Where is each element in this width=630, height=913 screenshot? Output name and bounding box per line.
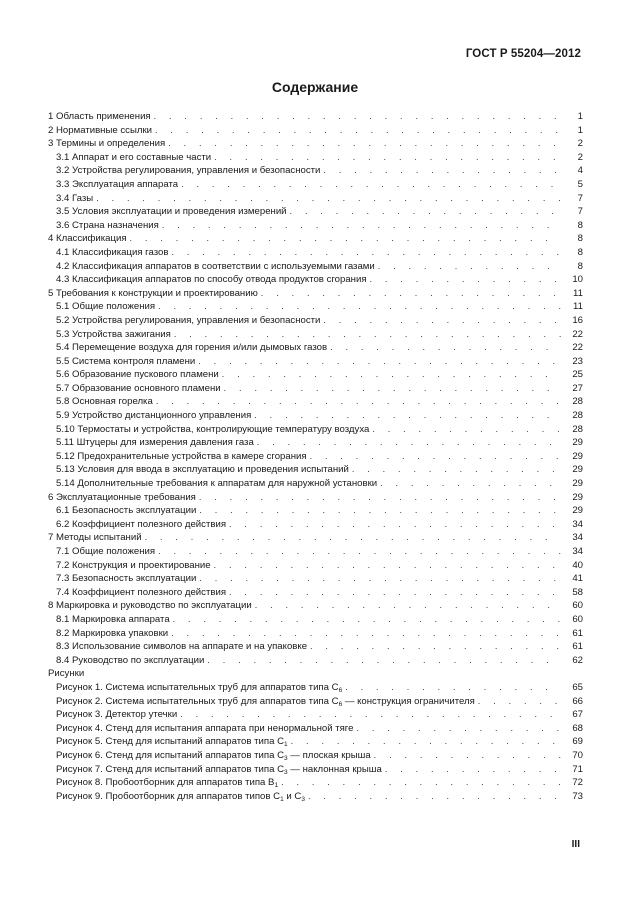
toc-leader-dots [257,436,561,450]
toc-entry-page: 8 [577,219,583,231]
toc-entry-title: 6.2 Коэффициент полезного действия [56,518,227,530]
toc-entry-page: 60 [572,613,583,625]
toc-entry-title: 7.2 Конструкция и проектирование [56,559,211,571]
toc-leader-dots [261,287,561,301]
figure-type-subscript: 6 [338,700,343,708]
figures-heading [48,667,583,681]
toc-leader-dots [323,164,561,178]
toc-entry[interactable] [48,586,583,600]
figure-entry-title [56,695,478,709]
toc-entry[interactable] [48,178,583,192]
toc-leader-dots [291,735,561,749]
toc-entry-page: 7 [577,206,583,218]
toc-entry-title: 5.5 Система контроля пламени [56,355,196,367]
toc-leader-dots [310,450,561,464]
figure-caption: Рисунок 1. Система испытательных труб для аппаратов типа C [56,681,339,693]
figure-type-subscript: 1 [280,795,284,803]
toc-leader-dots [378,260,561,274]
toc-entry-page: 61 [572,641,583,653]
toc-entry-title: 6.1 Безопасность эксплуатации [56,505,197,517]
toc-entry[interactable] [48,368,583,382]
toc-entry-title: 4.3 Классификация аппаратов по способу отвода продуктов сгорания [56,274,367,286]
figure-entry-title [56,790,308,804]
toc-leader-dots [229,586,561,600]
toc-entry[interactable] [48,232,583,246]
toc-entry[interactable] [48,491,583,505]
toc-entry[interactable] [48,300,583,314]
figure-caption-tail: — плоская крыша [287,749,371,761]
figure-caption: Рисунок 2. Система испытательных труб для аппаратов типа C [56,695,339,707]
toc-entry[interactable] [48,246,583,260]
toc-entry[interactable] [48,518,583,532]
toc-entry-page: 29 [572,450,583,462]
toc-leader-dots [199,504,561,518]
toc-leader-dots [214,151,561,165]
figure-entry-title [56,722,356,736]
toc-entry[interactable] [48,654,583,668]
toc-entry-title: 3.1 Аппарат и его составные части [56,151,212,163]
page-number: III [571,839,580,850]
toc-leader-dots [372,423,561,437]
toc-entry[interactable] [48,436,583,450]
toc-leader-dots [155,124,561,138]
toc-entry[interactable] [48,328,583,342]
toc-entry-page: 34 [572,532,583,544]
toc-leader-dots [174,328,561,342]
figure-entry-page: 66 [572,695,583,707]
figure-entry-page: 69 [572,736,583,748]
figure-entry[interactable] [48,776,583,790]
toc-entry[interactable] [48,151,583,165]
figure-entry-title [56,776,281,790]
toc-entry[interactable] [48,124,583,138]
toc-entry-title: 5.3 Устройства зажигания [56,328,171,340]
toc-entry-title: 5.6 Образование пускового пламени [56,369,219,381]
toc-entry-title: 5.7 Образование основного пламени [56,382,221,394]
toc-entry-title: 3.3 Эксплуатация аппарата [56,178,179,190]
toc-leader-dots [207,654,561,668]
figure-entry-page: 65 [572,681,583,693]
toc-entry-title: 5.8 Основная горелка [56,396,153,408]
toc-entry-title: 8.3 Использование символов на аппарате и на упаковке [56,641,308,653]
figure-entry-title [56,763,385,777]
toc-entry-page: 16 [572,314,583,326]
toc-entry-page: 5 [577,178,583,190]
figure-entry-page: 71 [572,763,583,775]
toc-entry[interactable] [48,504,583,518]
toc-entry-title: 3.6 Страна назначения [56,219,159,231]
figure-entry-page: 67 [572,709,583,721]
toc-leader-dots [290,205,561,219]
toc-leader-dots [158,300,561,314]
toc-entry-title: 5.10 Термостаты и устройства, контролирующие температуру воздуха [56,423,370,435]
toc-entry-page: 28 [572,410,583,422]
figure-entry-page: 73 [572,790,583,802]
toc-entry-title: 8 Маркировка и руководство по эксплуатации [48,600,252,612]
toc-entry-title: 4 Классификация [48,233,127,245]
figure-type-subscript: 6 [338,686,343,694]
page-title: Содержание [271,79,359,95]
toc-leader-dots [323,314,561,328]
toc-entry-page: 22 [572,342,583,354]
figure-entry-page: 70 [572,749,583,761]
toc-entry-page: 8 [577,233,583,245]
figure-caption: Рисунок 3. Детектор утечки [56,709,178,721]
toc-entry-title: 5.9 Устройство дистанционного управления [56,410,252,422]
toc-entry-page: 58 [572,586,583,598]
toc-entry[interactable] [48,355,583,369]
toc-entry[interactable] [48,341,583,355]
toc-entry[interactable] [48,219,583,233]
toc-entry[interactable] [48,205,583,219]
figure-entry-title [56,708,180,722]
toc-entry-title: 7.4 Коэффициент полезного действия [56,586,227,598]
toc-entry-page: 29 [572,437,583,449]
toc-leader-dots [222,368,561,382]
toc-entry-page: 23 [572,355,583,367]
figure-type-subscript: 3 [284,768,288,776]
toc-entry[interactable] [48,110,583,124]
toc-entry[interactable] [48,314,583,328]
toc-leader-dots [255,599,561,613]
toc-entry[interactable] [48,463,583,477]
toc-entry[interactable] [48,640,583,654]
toc-entry[interactable] [48,409,583,423]
figures-heading-label: Рисунки [48,668,85,680]
toc-entry-page: 8 [577,260,583,272]
toc-entry-title: 3 Термины и определения [48,138,166,150]
toc-leader-dots [168,137,561,151]
toc-leader-dots [162,219,561,233]
figure-entry[interactable] [48,749,583,763]
table-of-contents [48,110,583,803]
toc-leader-dots [370,273,561,287]
toc-entry-title: 5.14 Дополнительные требования к аппаратам для наружной установки [56,478,378,490]
toc-leader-dots [281,776,561,790]
figure-entry-page: 68 [572,722,583,734]
toc-entry-page: 22 [572,328,583,340]
toc-leader-dots [96,192,561,206]
toc-leader-dots [171,246,561,260]
toc-leader-dots [198,355,561,369]
toc-entry-page: 7 [577,192,583,204]
toc-leader-dots [224,382,561,396]
toc-entry-page: 27 [572,382,583,394]
toc-entry[interactable] [48,477,583,491]
toc-leader-dots [156,395,561,409]
toc-entry-title: 4.1 Классификация газов [56,246,169,258]
toc-entry-title: 5.2 Устройства регулирования, управления и безопасности [56,314,321,326]
toc-entry-title: 5.1 Общие положения [56,301,156,313]
toc-leader-dots [310,640,561,654]
figure-caption: Рисунок 6. Стенд для испытаний аппаратов типа C [56,749,285,761]
toc-entry-page: 60 [572,600,583,612]
toc-leader-dots [308,790,561,804]
figure-type-subscript: 3 [301,795,305,803]
toc-leader-dots [380,477,561,491]
toc-entry-title: 4.2 Классификация аппаратов в соответствии с используемыми газами [56,260,375,272]
toc-entry-title: 3.2 Устройства регулирования, управления и безопасности [56,165,321,177]
figure-type-subscript: 1 [274,782,279,790]
toc-entry[interactable] [48,545,583,559]
toc-leader-dots [181,178,561,192]
toc-entry-title: 5.12 Предохранительные устройства в камере сгорания [56,450,307,462]
toc-leader-dots [254,409,561,423]
toc-entry-page: 62 [572,654,583,666]
toc-leader-dots [345,681,561,695]
toc-leader-dots [171,627,561,641]
toc-entry[interactable] [48,613,583,627]
figure-caption: Рисунок 5. Стенд для испытаний аппаратов типа C [56,736,285,748]
toc-entry[interactable] [48,382,583,396]
figure-caption-tail: — наклонная крыша [287,763,382,775]
toc-leader-dots [154,110,561,124]
toc-leader-dots [229,518,561,532]
toc-entry[interactable] [48,395,583,409]
toc-entry-page: 29 [572,505,583,517]
toc-entry[interactable] [48,192,583,206]
toc-entry[interactable] [48,137,583,151]
toc-entry-title: 6 Эксплуатационные требования [48,491,196,503]
toc-leader-dots [173,613,561,627]
toc-entry-page: 28 [572,396,583,408]
toc-entry-title: 8.1 Маркировка аппарата [56,613,170,625]
toc-entry-title: 5.13 Условия для ввода в эксплуатацию и проведения испытаний [56,464,349,476]
figure-entry[interactable] [48,681,583,695]
figure-entry-title [56,681,345,695]
toc-entry-title: 7.1 Общие положения [56,546,156,557]
toc-entry[interactable] [48,273,583,287]
toc-entry-title: 7 Методы испытаний [48,532,142,544]
figure-caption: Рисунок 8. Пробоотборник для аппаратов типа B [56,777,275,789]
toc-entry-page: 10 [572,274,583,286]
toc-entry[interactable] [48,260,583,274]
figure-entry-page: 72 [572,777,583,789]
toc-entry-page: 2 [577,138,583,150]
figure-type-subscript: 3 [284,754,288,762]
toc-entry-title: 7.3 Безопасность эксплуатации [56,573,197,585]
toc-entry[interactable] [48,450,583,464]
toc-leader-dots [352,463,561,477]
document-code: ГОСТ Р 55204—2012 [465,48,581,60]
toc-entry-page: 1 [577,124,583,136]
toc-entry[interactable] [48,531,583,545]
figure-entry[interactable] [48,695,583,709]
figure-entry-title [56,749,374,763]
toc-entry-page: 4 [577,165,583,177]
figure-type-subscript: 1 [284,741,288,749]
toc-entry-page: 25 [572,369,583,381]
toc-entry-title: 5.4 Перемещение воздуха для горения и/или дымовых газов [56,342,328,354]
toc-leader-dots [158,545,561,559]
toc-entry[interactable] [48,423,583,437]
toc-entry-title: 8.4 Руководство по эксплуатации [56,654,205,666]
toc-leader-dots [130,232,561,246]
figure-caption-tail: — конструкция ограничителя [342,695,475,707]
toc-entry-title: 3.4 Газы [56,192,94,204]
toc-entry[interactable] [48,287,583,301]
figure-caption: Рисунок 7. Стенд для испытаний аппаратов типа C [56,763,285,775]
figure-entry[interactable] [48,790,583,804]
toc-leader-dots [214,559,561,573]
toc-entry-page: 61 [572,627,583,639]
toc-leader-dots [180,708,561,722]
toc-leader-dots [385,763,561,777]
toc-leader-dots [478,695,561,709]
toc-entry-page: 1 [577,111,583,122]
toc-leader-dots [199,491,561,505]
toc-leader-dots [145,531,561,545]
toc-entry[interactable] [48,164,583,178]
toc-entry-title: 1 Область применения [48,111,151,122]
toc-leader-dots [374,749,561,763]
figure-entry[interactable] [48,722,583,736]
toc-entry-page: 29 [572,491,583,503]
toc-entry-page: 2 [577,151,583,163]
toc-leader-dots [356,722,561,736]
toc-entry-page: 41 [572,573,583,585]
toc-entry-page: 11 [573,287,583,299]
toc-entry-page: 29 [572,478,583,490]
toc-entry-title: 8.2 Маркировка упаковки [56,627,169,639]
toc-entry-page: 29 [572,464,583,476]
figure-caption-tail: и C [283,790,302,802]
toc-entry-title: 5.11 Штуцеры для измерения давления газа [56,437,254,449]
figure-entry[interactable] [48,708,583,722]
toc-entry-page: 40 [572,559,583,571]
toc-entry-page: 11 [573,301,583,313]
figure-entry[interactable] [48,763,583,777]
toc-entry-page: 34 [572,546,583,557]
toc-entry-title: 2 Нормативные ссылки [48,124,153,136]
figure-entry-title [56,735,291,749]
figure-caption: Рисунок 9. Пробоотборник для аппаратов типов C [56,790,281,802]
figure-caption: Рисунок 4. Стенд для испытания аппарата при ненормальной тяге [56,722,354,734]
toc-entry-title: 3.5 Условия эксплуатации и проведения измерений [56,206,287,218]
toc-entry-page: 8 [577,246,583,258]
toc-entry-page: 34 [572,518,583,530]
toc-entry[interactable] [48,627,583,641]
toc-entry[interactable] [48,572,583,586]
toc-leader-dots [330,341,561,355]
toc-entry-title: 5 Требования к конструкции и проектированию [48,287,258,299]
toc-entry[interactable] [48,599,583,613]
toc-leader-dots [199,572,561,586]
figure-entry[interactable] [48,735,583,749]
toc-entry-page: 28 [572,423,583,435]
toc-entry[interactable] [48,559,583,573]
